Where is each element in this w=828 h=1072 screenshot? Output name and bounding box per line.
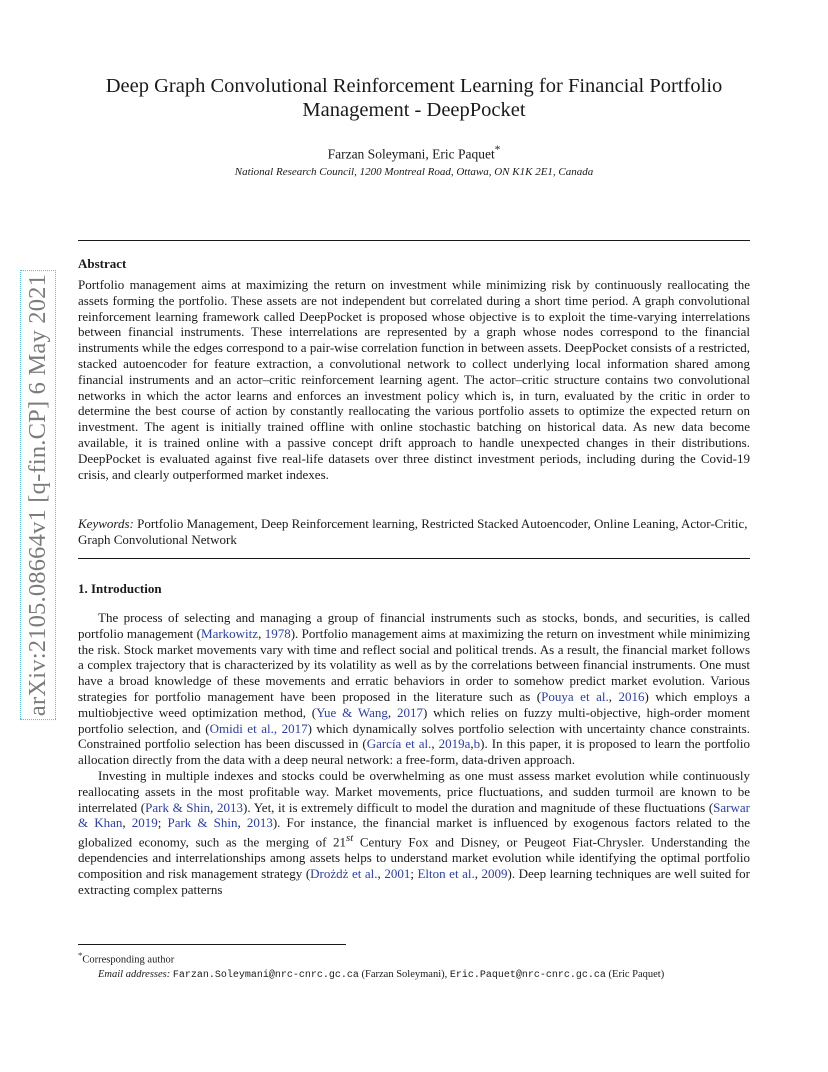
- paper-title: Deep Graph Convolutional Reinforcement Learning for Financial Portfolio Management - DeepPocket: [105, 75, 723, 121]
- citation-link[interactable]: Drożdż et al.: [310, 866, 378, 882]
- citation-link[interactable]: Sarwar & Khan: [78, 799, 750, 831]
- footnote: [78, 948, 750, 983]
- introduction-body: [78, 610, 750, 898]
- abstract-bottom-rule: [78, 558, 750, 559]
- email-link-2[interactable]: Eric.Paquet@nrc-cnrc.gc.ca: [449, 969, 606, 981]
- footnote-corresponding: [78, 948, 750, 968]
- citation-link[interactable]: b: [473, 736, 481, 752]
- citation-link[interactable]: 2019: [131, 815, 158, 831]
- abstract-body: Portfolio management aims at maximizing the return on investment while minimizing risk by continuously reallocating the assets forming the portfolio. These assets are not independent but correlated during a short time period. A graph convolutional reinforcement learning framework called DeepPocket is proposed whose objective is to exploit the time-varying interrelations between financial instruments. These interrelations are represented by a graph whose nodes correspond to the financial instruments while the edges correspond to a pair-wise correlation function in between assets. DeepPocket consists of a restricted, stacked autoencoder for feature extraction, a convolutional network to collect underlying local information shared among financial instruments and an actor–critic reinforcement learning agent. The actor–critic structure contains two convolutional networks in which the actor learns and enforces an investment policy which is, in turn, evaluated by the critic in order to determine the best course of action by constantly reallocating the various portfolio assets to optimize the expected return on investment. The agent is initially trained offline with online stochastic batching on historical data. As new data become available, it is trained online with a passive concept drift approach to handle unexpected changes in their distributions. DeepPocket is evaluated against five real-life datasets over three distinct investment periods, including during the Covid-19 crisis, and clearly outperformed market indexes.: [78, 277, 750, 482]
- footnote-rule: [78, 944, 346, 945]
- footnote-mark: *: [78, 950, 83, 960]
- citation-link[interactable]: 2001: [384, 866, 411, 882]
- email-link-1[interactable]: Farzan.Soleymani@nrc-cnrc.gc.ca: [172, 969, 359, 981]
- email-name-1: (Farzan Soleymani),: [361, 968, 448, 980]
- citation-link[interactable]: Elton et al.: [417, 866, 475, 882]
- citation-link[interactable]: Yue & Wang: [316, 704, 388, 720]
- citation-link[interactable]: Park & Shin: [167, 815, 238, 831]
- intro-paragraph-2: Investing in multiple indexes and stocks could be overwhelming as one must assess market evolution while continuously reallocating assets in the most profitable way. Market movements, price fluctuations, and sudden turmoil are known to be interrelated (Park & Shin, 2013). Yet, it is extremely difficult to model the duration and magnitude of these fluctuations (Sarwar & Khan, 2019; Park & Shin, 2013). For instance, the financial market is influenced by exogenous factors related to the globalized economy, such as the merging of 21st Century Fox and Disney, or Peugeot Fiat-Chrysler. Understanding the dependencies and interrelationships among assets helps to understand market evolution while identifying the optimal portfolio composition and risk management strategy (Drożdż et al., 2001; Elton et al., 2009). Deep learning techniques are well suited for extracting complex patterns: [78, 767, 750, 897]
- corresponding-author-mark: *: [494, 144, 501, 156]
- citation-link[interactable]: Markowitz: [201, 625, 259, 641]
- citation-link[interactable]: 2013: [246, 815, 273, 831]
- citation-link[interactable]: 1978: [264, 625, 291, 641]
- abstract-top-rule: [78, 240, 750, 241]
- keywords-label: Keywords:: [78, 516, 134, 531]
- citation-link[interactable]: 2016: [618, 688, 645, 704]
- citation-link[interactable]: 2017: [396, 704, 423, 720]
- keywords-text: Portfolio Management, Deep Reinforcement learning, Restricted Stacked Autoencoder, Online Leaning, Actor-Critic, Graph Convolutional Network: [78, 516, 748, 547]
- affiliation: National Research Council, 1200 Montreal Road, Ottawa, ON K1K 2E1, Canada: [234, 166, 594, 178]
- author-names: Farzan Soleymani, Eric Paquet: [327, 146, 495, 162]
- arxiv-identifier[interactable]: arXiv:2105.08664v1 [q-fin.CP] 6 May 2021: [24, 273, 51, 717]
- author-list: [78, 144, 750, 163]
- email-label: Email addresses:: [98, 968, 171, 980]
- citation-link[interactable]: Pouya et al.: [541, 688, 609, 704]
- footnote-corresponding-text: Corresponding author: [82, 954, 175, 966]
- email-name-2: (Eric Paquet): [608, 968, 665, 980]
- citation-link[interactable]: 2013: [217, 799, 243, 815]
- abstract-heading: Abstract: [78, 256, 127, 271]
- citation-link[interactable]: García et al.: [366, 736, 432, 752]
- citation-link[interactable]: Omidi et al., 2017: [209, 720, 308, 736]
- keywords: [78, 516, 750, 548]
- section-heading-introduction: 1. Introduction: [78, 581, 162, 596]
- intro-paragraph-1: The process of selecting and managing a group of financial instruments such as stocks, bonds, and securities, is called portfolio management (Markowitz, 1978). Portfolio management aims at maximizing the return on investment while minimizing the risk. Stock market movements vary with time and reflect social and political trends. As a result, the financial market follows a complex trajectory that is characterized by its volatility as well as by the correlations between financial instruments. One must have a broad knowledge of these movements and erratic behaviors in order to somehow predict market evolution. Various strategies for portfolio management have been proposed in the literature such as (Pouya et al., 2016) which employs a multiobjective weed optimization method, (Yue & Wang, 2017) which relies on fuzzy multi-objective, high-order moment portfolio selection, and (Omidi et al., 2017) which dynamically solves portfolio selection with uncertainty chance constraints. Constrained portfolio selection has been discussed in (García et al., 2019a,b). In this paper, it is proposed to learn the portfolio allocation directly from the data with a deep neural network: a free-form, data-driven approach.: [78, 610, 751, 768]
- superscript: st: [346, 832, 354, 845]
- citation-link[interactable]: 2019a: [438, 736, 471, 752]
- citation-link[interactable]: Park & Shin: [145, 799, 211, 815]
- footnote-emails: [78, 968, 750, 983]
- citation-link[interactable]: 2009: [481, 866, 508, 882]
